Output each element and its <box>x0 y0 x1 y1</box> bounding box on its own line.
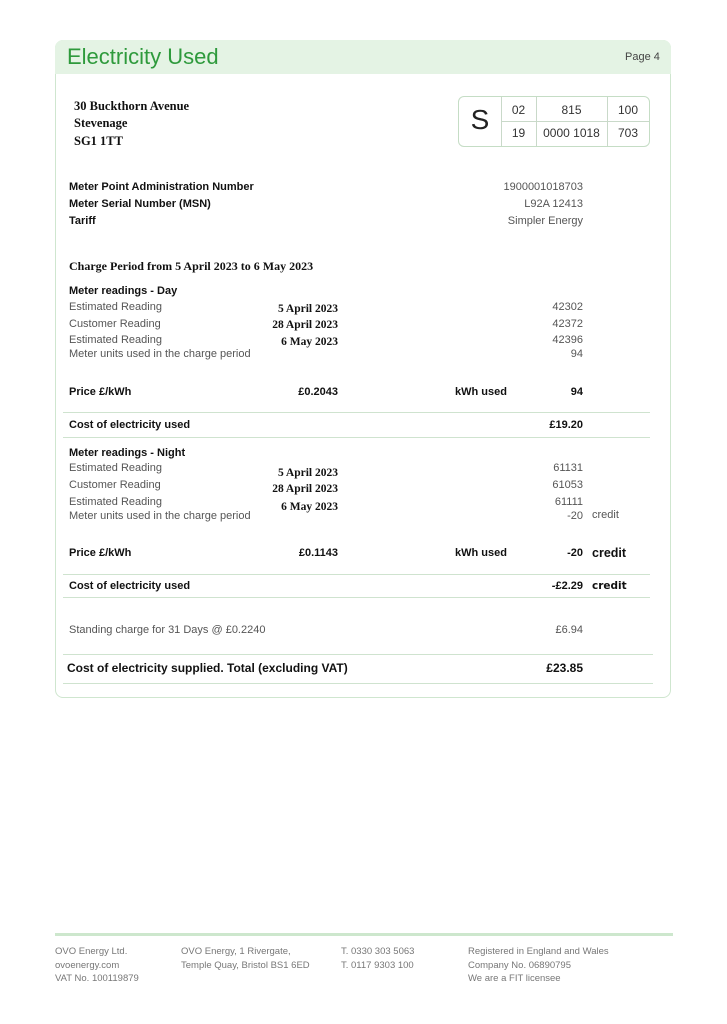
total-label: Cost of electricity supplied. Total (excluding VAT) <box>67 661 348 675</box>
night-cost-label: Cost of electricity used <box>69 580 191 592</box>
standing-charge-value: £6.94 <box>555 624 583 636</box>
supply-top-3: 100 <box>617 103 639 117</box>
night-readings-title: Meter readings - Night <box>69 447 186 459</box>
day-cost-value: £19.20 <box>549 419 583 431</box>
footer-vat: VAT No. 100119879 <box>55 973 139 984</box>
day-reading-1-label: Estimated Reading <box>69 301 162 313</box>
supply-top-1: 02 <box>511 103 526 117</box>
page-number: Page 4 <box>625 51 660 63</box>
night-reading-3-value: 61111 <box>554 496 583 508</box>
tariff-value: Simpler Energy <box>507 215 583 227</box>
night-reading-2-value: 61053 <box>552 479 583 491</box>
day-reading-3-value: 42396 <box>552 334 583 346</box>
night-kwh-credit: credit <box>592 546 627 560</box>
night-cost-value: -£2.29 <box>551 580 583 592</box>
msn-value: L92A 12413 <box>524 198 583 210</box>
page-title: Electricity Used <box>67 44 219 69</box>
tariff-label: Tariff <box>69 215 96 227</box>
night-reading-2-date: 28 April 2023 <box>272 483 338 495</box>
supply-top-2: 815 <box>561 103 582 117</box>
day-readings-title: Meter readings - Day <box>69 285 178 297</box>
divider <box>63 683 653 684</box>
night-units-label: Meter units used in the charge period <box>69 510 251 522</box>
supply-bottom-2: 0000 1018 <box>543 126 600 140</box>
footer-address-line-2: Temple Quay, Bristol BS1 6ED <box>181 959 310 971</box>
footer-registered: Registered in England and Wales <box>468 946 609 957</box>
day-reading-1-date: 5 April 2023 <box>277 303 338 315</box>
divider <box>501 121 649 122</box>
supply-number-box <box>458 96 650 147</box>
divider <box>63 597 650 598</box>
night-kwh-label: kWh used <box>455 547 507 559</box>
address-line-3: SG1 1TT <box>74 134 123 148</box>
day-kwh-value: 94 <box>570 386 583 398</box>
footer-website: ovoenergy.com <box>55 959 120 971</box>
night-units-credit: credit <box>592 509 619 521</box>
footer-company-name: OVO Energy Ltd. <box>55 946 128 957</box>
footer-registration <box>468 945 609 986</box>
night-reading-1-date: 5 April 2023 <box>277 467 338 479</box>
address-line-1: 30 Buckthorn Avenue <box>74 99 190 113</box>
divider <box>63 412 650 413</box>
day-price-label: Price £/kWh <box>69 386 132 398</box>
profile-class: S <box>470 104 490 135</box>
footer-phone-1: T. 0330 303 5063 <box>341 946 415 957</box>
night-price-label: Price £/kWh <box>69 547 132 559</box>
divider <box>63 654 653 655</box>
day-reading-1-value: 42302 <box>552 301 583 313</box>
footer-rule <box>55 933 673 936</box>
footer-address <box>181 945 310 972</box>
day-reading-3-label: Estimated Reading <box>69 334 162 346</box>
day-units-value: 94 <box>570 348 583 360</box>
mpan-value: 1900001018703 <box>503 181 583 193</box>
night-units-value: -20 <box>567 510 583 522</box>
day-price-value: £0.2043 <box>298 386 338 398</box>
charge-period-heading: Charge Period from 5 April 2023 to 6 May 2023 <box>69 259 314 273</box>
night-reading-1-value: 61131 <box>553 462 583 474</box>
divider <box>63 574 650 575</box>
supply-bottom-3: 703 <box>617 126 639 140</box>
day-reading-2-date: 28 April 2023 <box>272 319 338 331</box>
night-cost-credit: credit <box>592 580 627 592</box>
total-value: £23.85 <box>546 661 583 675</box>
night-kwh-value: -20 <box>567 547 583 559</box>
night-reading-3-date: 6 May 2023 <box>281 501 338 513</box>
night-reading-3-label: Estimated Reading <box>69 496 162 508</box>
divider <box>63 437 650 438</box>
footer-phone <box>341 945 414 972</box>
standing-charge-label: Standing charge for 31 Days @ £0.2240 <box>69 624 266 636</box>
day-reading-2-label: Customer Reading <box>69 318 161 330</box>
day-kwh-label: kWh used <box>455 386 507 398</box>
supply-bottom-1: 19 <box>511 126 526 140</box>
day-reading-2-value: 42372 <box>552 318 583 330</box>
msn-label: Meter Serial Number (MSN) <box>69 198 211 210</box>
night-price-value: £0.1143 <box>298 547 338 559</box>
footer-fit: We are a FIT licensee <box>468 973 561 984</box>
day-units-label: Meter units used in the charge period <box>69 348 251 360</box>
address-line-2: Stevenage <box>74 116 128 130</box>
night-reading-2-label: Customer Reading <box>69 479 161 491</box>
footer-phone-2: T. 0117 9303 100 <box>341 959 414 971</box>
footer-company <box>55 945 139 986</box>
day-reading-3-date: 6 May 2023 <box>281 336 338 348</box>
footer-address-line-1: OVO Energy, 1 Rivergate, <box>181 946 291 957</box>
mpan-label: Meter Point Administration Number <box>69 181 254 193</box>
footer-company-no: Company No. 06890795 <box>468 959 571 971</box>
day-cost-label: Cost of electricity used <box>69 419 191 431</box>
night-reading-1-label: Estimated Reading <box>69 462 162 474</box>
